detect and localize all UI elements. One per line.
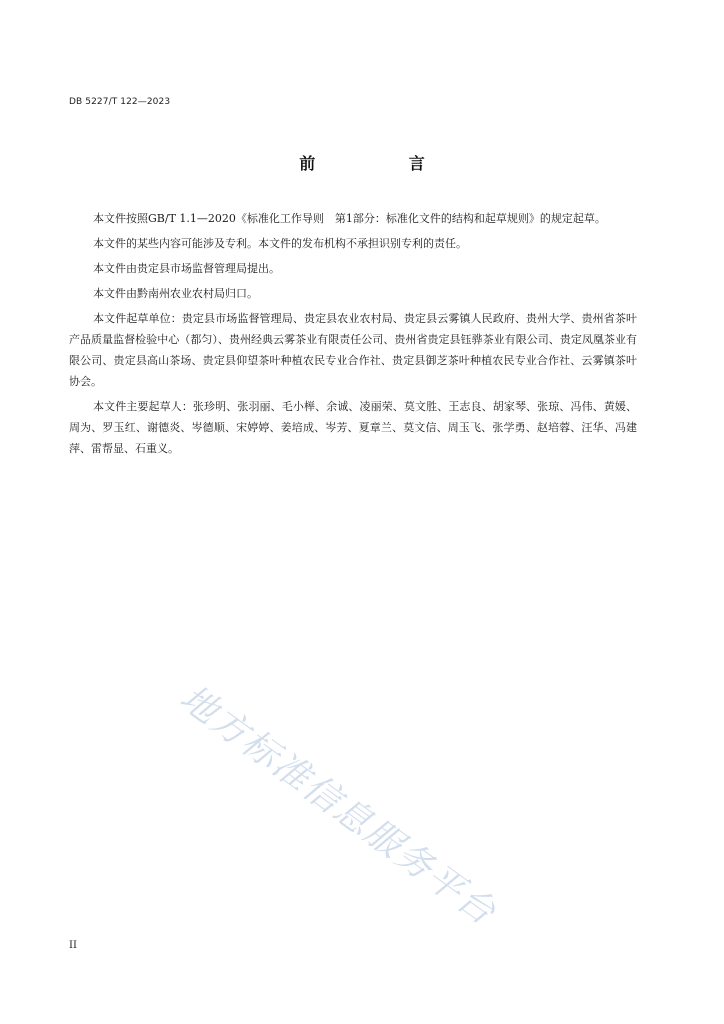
preface-body	[69, 208, 637, 463]
page-title: 前 言	[299, 154, 469, 173]
paragraph-patent-notice: 本文件的某些内容可能涉及专利。本文件的发布机构不承担识别专利的责任。	[93, 237, 467, 250]
page-number: II	[69, 940, 77, 951]
paragraph-drafting-rules: 本文件按照GB/T 1.1—2020《标准化工作导则 第1部分：标准化文件的结构和起草规则》的规定起草。	[93, 212, 606, 225]
watermark-text: 地方标准信息服务平台	[172, 677, 504, 934]
paragraph-proposer: 本文件由贵定县市场监督管理局提出。	[93, 262, 280, 275]
document-code: DB 5227/T 122—2023	[69, 97, 171, 107]
paragraph-drafting-units: 本文件起草单位：贵定县市场监督管理局、贵定县农业农村局、贵定县云雾镇人民政府、贵州大学、贵州省茶叶产品质量监督检验中心（都匀）、贵州经典云雾茶业有限责任公司、贵州省贵定县钰骅茶业有限公司、贵定凤凰茶业有限公司、贵定县高山茶场、贵定县仰望茶叶种植农民专业合作社、贵定县御芝茶叶种植农民专业合作社、云雾镇茶叶协会。	[69, 312, 637, 388]
paragraph-administrator: 本文件由黔南州农业农村局归口。	[93, 287, 258, 300]
paragraph-drafters: 本文件主要起草人：张珍明、张羽丽、毛小榉、余诚、凌丽荣、莫文胜、王志良、胡家琴、张琼、冯伟、黄媛、周为、罗玉红、谢德炎、岑德顺、宋婷婷、姜培成、岑芳、夏章兰、莫文信、周玉飞、张学勇、赵培蓉、汪华、冯建萍、雷帮显、石重义。	[69, 400, 637, 455]
